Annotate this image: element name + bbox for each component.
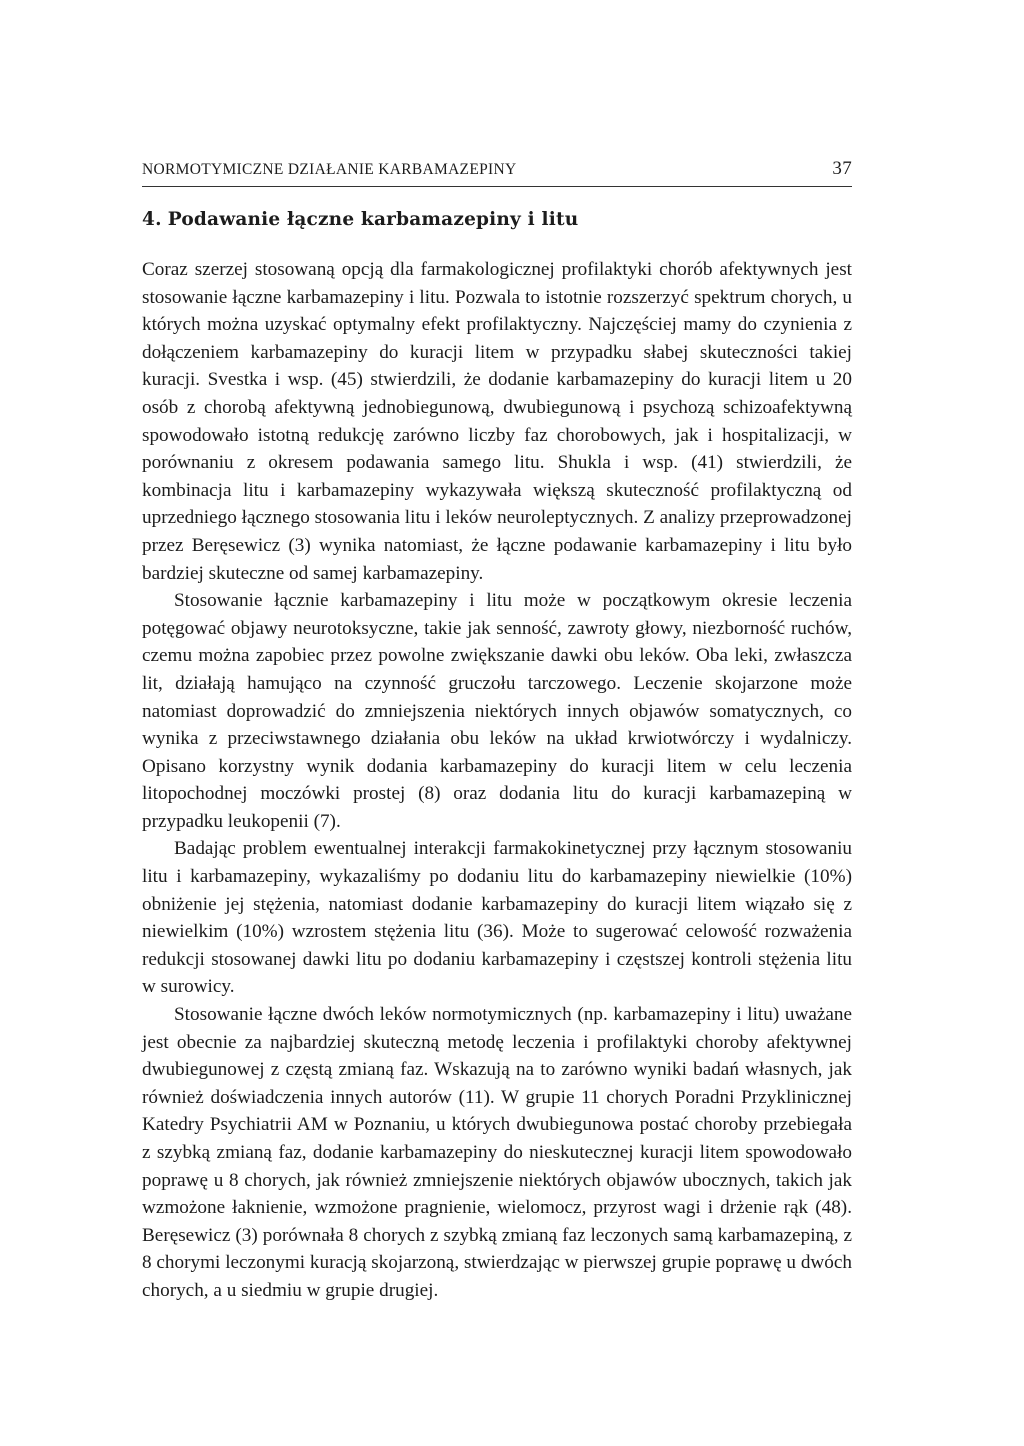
running-head-title: NORMOTYMICZNE DZIAŁANIE KARBAMAZEPINY <box>142 161 517 178</box>
section-heading <box>142 209 852 230</box>
body-paragraph-1: Coraz szerzej stosowaną opcją dla farmakologicznej profilaktyki chorób afektywnych jest stosowanie łączne karbamazepiny i litu. Pozwala to istotnie rozszerzyć spektrum chorych, u których można uzyskać optymalny efekt profilaktyczny. Najczęściej mamy do czynienia z dołączeniem karbamazepiny do kuracji litem w przypadku słabej skuteczności takiej kuracji. Svestka i wsp. (45) stwierdzili, że dodanie karbamazepiny do kuracji litem u 20 osób z chorobą afektywną jednobiegunową, dwubiegunową i psychozą schizoafektywną spowodowało istotną redukcję zarówno liczby faz chorobowych, jak i hospitalizacji, w porównaniu z okresem podawania samego litu. Shukla i wsp. (41) stwierdzili, że kombinacja litu i karbamazepiny wykazywała większą skuteczność profilaktyczną od uprzedniego łącznego stosowania litu i leków neuroleptycznych. Z analizy przeprowadzonej przez Beręsewicz (3) wynika natomiast, że łączne podawanie karbamazepiny i litu było bardziej skuteczne od samej karbamazepiny. <box>142 259 852 584</box>
running-head <box>142 158 852 187</box>
section-title: Podawanie łączne karbamazepiny i litu <box>167 209 579 230</box>
body-paragraph-3: Badając problem ewentualnej interakcji farmakokinetycznej przy łącznym stosowaniu litu i karbamazepiny, wykazaliśmy po dodaniu litu do karbamazepiny niewielkie (10%) obniżenie jej stężenia, natomiast dodanie karbamazepiny do kuracji litem wiązało się z niewielkim (10%) wzrostem stężenia litu (36). Może to sugerować celowość rozważenia redukcji stosowanej dawki litu po dodaniu karbamazepiny i częstszej kontroli stężenia litu w surowicy. <box>142 838 852 998</box>
body-paragraph-2: Stosowanie łącznie karbamazepiny i litu może w początkowym okresie leczenia potęgować objawy neurotoksyczne, takie jak senność, zawroty głowy, niezborność ruchów, czemu można zapobiec przez powolne zwiększanie dawki obu leków. Oba leki, zwłaszcza lit, działają hamująco na czynność gruczołu tarczowego. Leczenie skojarzone może natomiast doprowadzić do zmniejszenia niektórych innych objawów somatycznych, co wynika z przeciwstawnego działania obu leków na układ krwiotwórczy i wydalniczy. Opisano korzystny wynik dodania karbamazepiny do kuracji litem w celu leczenia litopochodnej moczówki prostej (8) oraz dodania litu do kuracji karbamazepiną w przypadku leukopenii (7). <box>142 590 852 832</box>
page <box>142 158 852 1305</box>
body-paragraph-4: Stosowanie łączne dwóch leków normotymicznych (np. karbamazepiny i litu) uważane jest obecnie za najbardziej skuteczną metodę leczenia i profilaktyki choroby afektywnej dwubiegunowej z częstą zmianą faz. Wskazują na to zarówno wyniki badań własnych, jak również doświadczenia innych autorów (11). W grupie 11 chorych Poradni Przyklinicznej Katedry Psychiatrii AM w Poznaniu, u których dwubiegunowa postać choroby przebiegała z szybką zmianą faz, dodanie karbamazepiny do nieskutecznej kuracji litem spowodowało poprawę u 8 chorych, jak również zmniejszenie niektórych objawów ubocznych, takich jak wzmożone łaknienie, wzmożone pragnienie, wielomocz, przyrost wagi i drżenie rąk (48). Beręsewicz (3) porównała 8 chorych z szybką zmianą faz leczonych samą karbamazepiną, z 8 chorymi leczonymi kuracją skojarzoną, stwierdzając w pierwszej grupie poprawę u dwóch chorych, a u siedmiu w grupie drugiej. <box>142 1004 852 1301</box>
section-number: 4. <box>142 209 162 230</box>
page-number: 37 <box>832 158 852 179</box>
